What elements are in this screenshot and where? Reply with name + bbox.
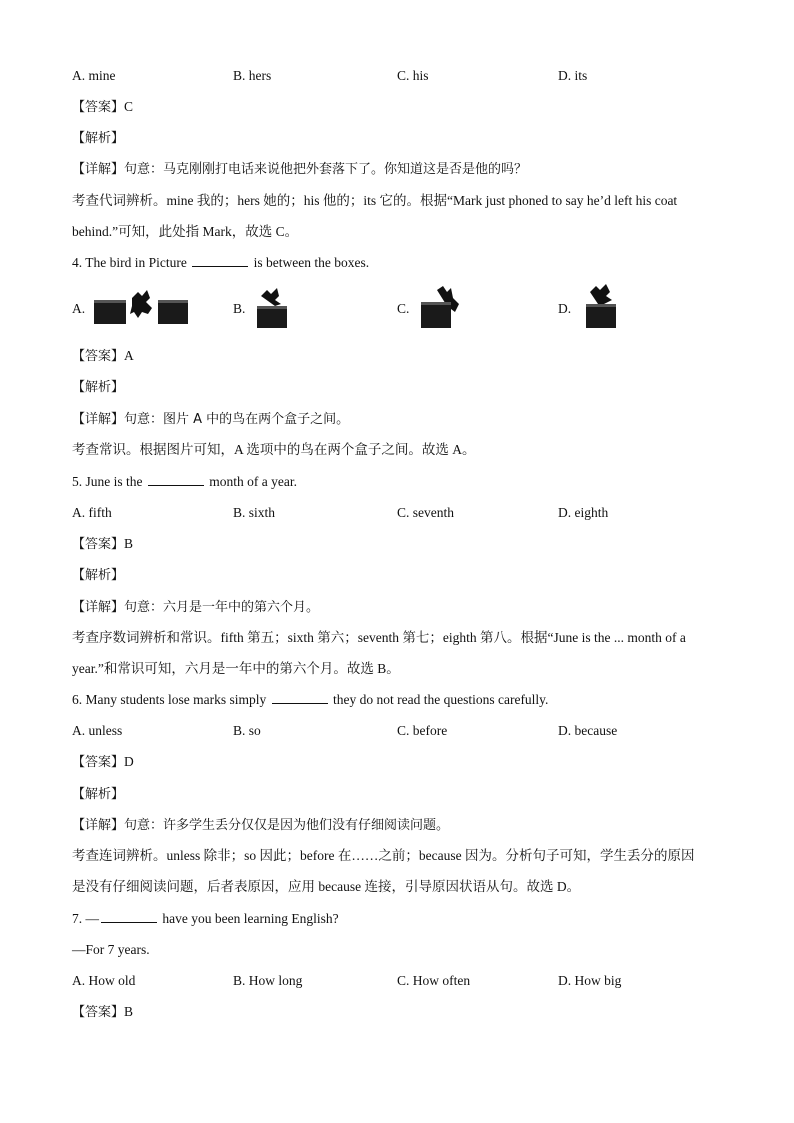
option-c: C. his [397,68,429,83]
q6-answer: 【答案】D [72,754,134,770]
answer-value: C [124,99,134,114]
detail-text: 句意：马克刚刚打电话来说他把外套落下了。你知道这是否是他的吗？ [124,162,528,177]
q7-reply: —For 7 years. [72,942,150,957]
q3-detail-1 [72,160,527,179]
answer-blank [148,473,204,486]
q3-answer [72,98,133,117]
q3-options [72,67,722,87]
bird-behind-box-icon [419,284,467,330]
q4-picture-options: A. B. C. D. [72,300,722,332]
q6-options: A. unless B. so C. before D. because [72,723,618,738]
q5-answer: 【答案】B [72,536,134,552]
q4-detail-2: 考查常识。根据图片可知，A 选项中的鸟在两个盒子之间。故选 A。 [72,442,476,457]
analysis-tag: 【解析】 [72,131,125,146]
q4-detail-1: 【详解】句意：图片 A 中的鸟在两个盒子之间。 [72,412,350,427]
answer-blank [101,910,157,923]
q4-answer: 【答案】A [72,348,134,364]
bird-on-box-icon [253,286,293,330]
q6-detail-2: 考查连词辨析。unless 除非；so 因此；before 在……之前；because 因为。分析句子可知，学生丢分的原因 [72,848,695,863]
q3-detail-2: 考查代词辨析。mine 我的；hers 她的；his 他的；its 它的。根据“Mark just phoned to say he’d left his coat [72,193,678,208]
q5-detail-3: year.”和常识可知，六月是一年中的第六个月。故选 B。 [72,661,400,676]
option-b: B. hers [233,68,272,83]
q6-stem: 6. Many students lose marks simply they do not read the questions carefully. [72,692,549,707]
q5-analysis: 【解析】 [72,568,125,583]
detail-tag: 【详解】 [72,162,125,177]
q3-analysis [72,129,124,148]
q5-options: A. fifth B. sixth C. seventh D. eighth [72,505,609,520]
q7-answer: 【答案】B [72,1004,134,1020]
q4-stem: 4. The bird in Picture is between the boxes. [72,255,370,270]
q4-analysis: 【解析】 [72,380,125,395]
q5-detail-1: 【详解】句意：六月是一年中的第六个月。 [72,600,320,615]
answer-blank [272,691,328,704]
q3-detail-3: behind.”可知，此处指 Mark，故选 C。 [72,224,299,239]
answer-blank [192,254,248,267]
bird-between-boxes-icon [92,288,192,328]
option-a: A. mine [72,68,116,83]
answer-tag: 【答案】 [72,100,125,115]
q6-detail-3: 是没有仔细阅读问题，后者表原因，应用 because 连接，引导原因状语从句。故选 D。 [72,879,581,894]
bird-in-box-icon [582,284,622,330]
q5-stem: 5. June is the month of a year. [72,474,297,489]
q5-detail-2: 考查序数词辨析和常识。fifth 第五；sixth 第六；seventh 第七；eighth 第八。根据“June is the ... month of a [72,630,686,645]
q7-options: A. How old B. How long C. How often D. How big [72,973,622,988]
q6-analysis: 【解析】 [72,787,125,802]
q7-stem: 7. — have you been learning English? [72,911,339,926]
option-d: D. its [558,68,588,83]
q6-detail-1: 【详解】句意：许多学生丢分仅仅是因为他们没有仔细阅读问题。 [72,818,450,833]
